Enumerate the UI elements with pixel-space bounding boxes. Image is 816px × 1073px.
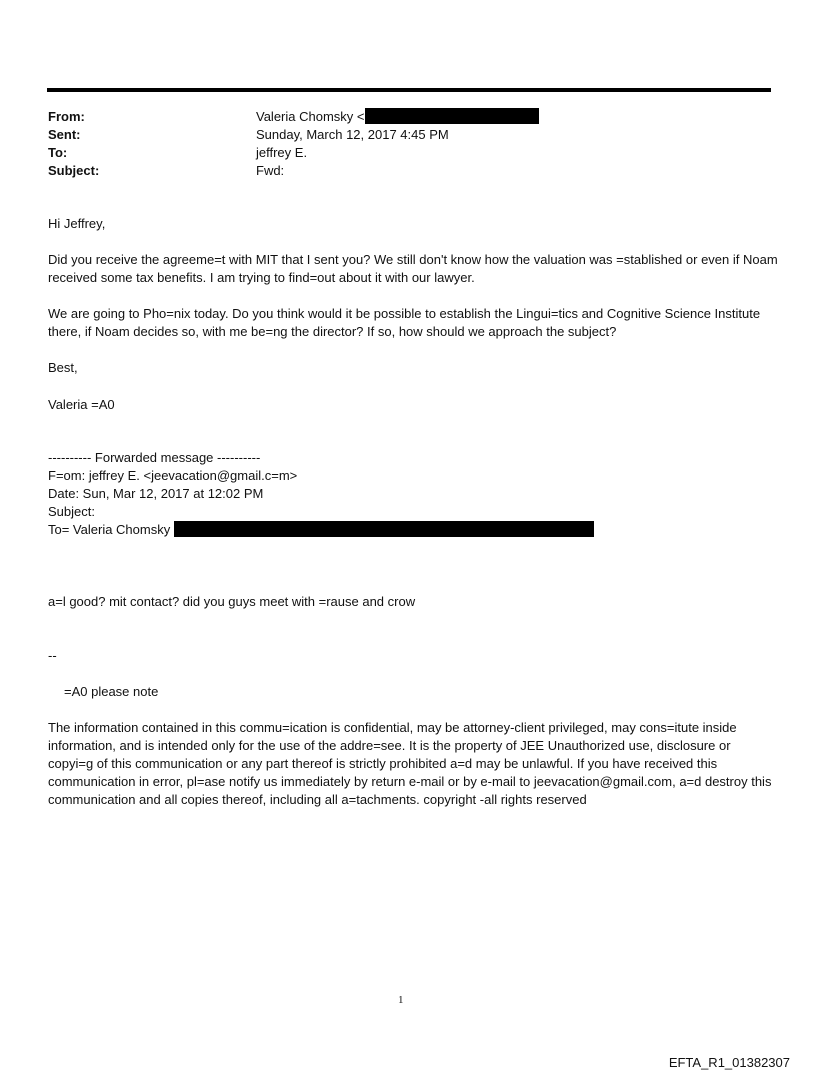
redaction-box <box>365 108 539 124</box>
sent-value: Sunday, March 12, 2017 4:45 PM <box>256 127 449 142</box>
forwarded-date: Date: Sun, Mar 12, 2017 at 12:02 PM <box>48 486 264 501</box>
header-divider <box>47 88 771 92</box>
from-label: From: <box>48 109 85 124</box>
page-number: 1 <box>398 994 404 1006</box>
forwarded-from: F=om: jeffrey E. <jeevacation@gmail.c=m> <box>48 468 298 483</box>
forwarded-to-row <box>48 521 778 539</box>
forwarded-message: a=l good? mit contact? did you guys meet with =rause and crow <box>48 594 416 609</box>
sent-label: Sent: <box>48 127 81 142</box>
please-note: =A0 please note <box>64 684 159 699</box>
bates-number: EFTA_R1_01382307 <box>668 1055 790 1070</box>
disclaimer: The information contained in this commu=ication is confidential, may be attorney-client privileged, may cons=itute inside information, and is intended only for the use of the addre=see. It is the property of JEE Unauthorized use, disclosure or copyi=g of this communication or any part thereof is strictly prohibited a=d may be unlawful. If you have received this communication in error, pl=ase notify us immediately by return e-mail or by e-mail to jeevacation@gmail.com, a=d destroy this communication and all copies thereof, including all a=tachments. copyright -all rights reserved <box>48 720 772 807</box>
greeting: Hi Jeffrey, <box>48 216 106 231</box>
to-label: To: <box>48 145 68 160</box>
forwarded-divider: ---------- Forwarded message ---------- <box>48 450 261 465</box>
closing: Best, <box>48 360 78 375</box>
forwarded-to: To= Valeria Chomsky <box>48 522 171 537</box>
to-value: jeffrey E. <box>256 145 308 160</box>
body-paragraph-2: We are going to Pho=nix today. Do you think would it be possible to establish the Lingui=tics and Cognitive Science Institute there, if Noam decides so, with me be=ng the director? If so, how should we approach the subject? <box>48 306 761 339</box>
subject-value: Fwd: <box>256 163 285 178</box>
subject-label: Subject: <box>48 163 100 178</box>
forwarded-subject: Subject: <box>48 504 95 519</box>
from-value <box>256 108 539 126</box>
redaction-box <box>174 521 594 537</box>
from-name: Valeria Chomsky < <box>256 109 365 124</box>
body-paragraph-1: Did you receive the agreeme=t with MIT that I sent you? We still don't know how the valuation was =stablished or even if Noam received some tax benefits. I am trying to find=out about it with our lawyer. <box>48 252 778 285</box>
signature: Valeria =A0 <box>48 397 115 412</box>
signature-separator: -- <box>48 648 57 663</box>
